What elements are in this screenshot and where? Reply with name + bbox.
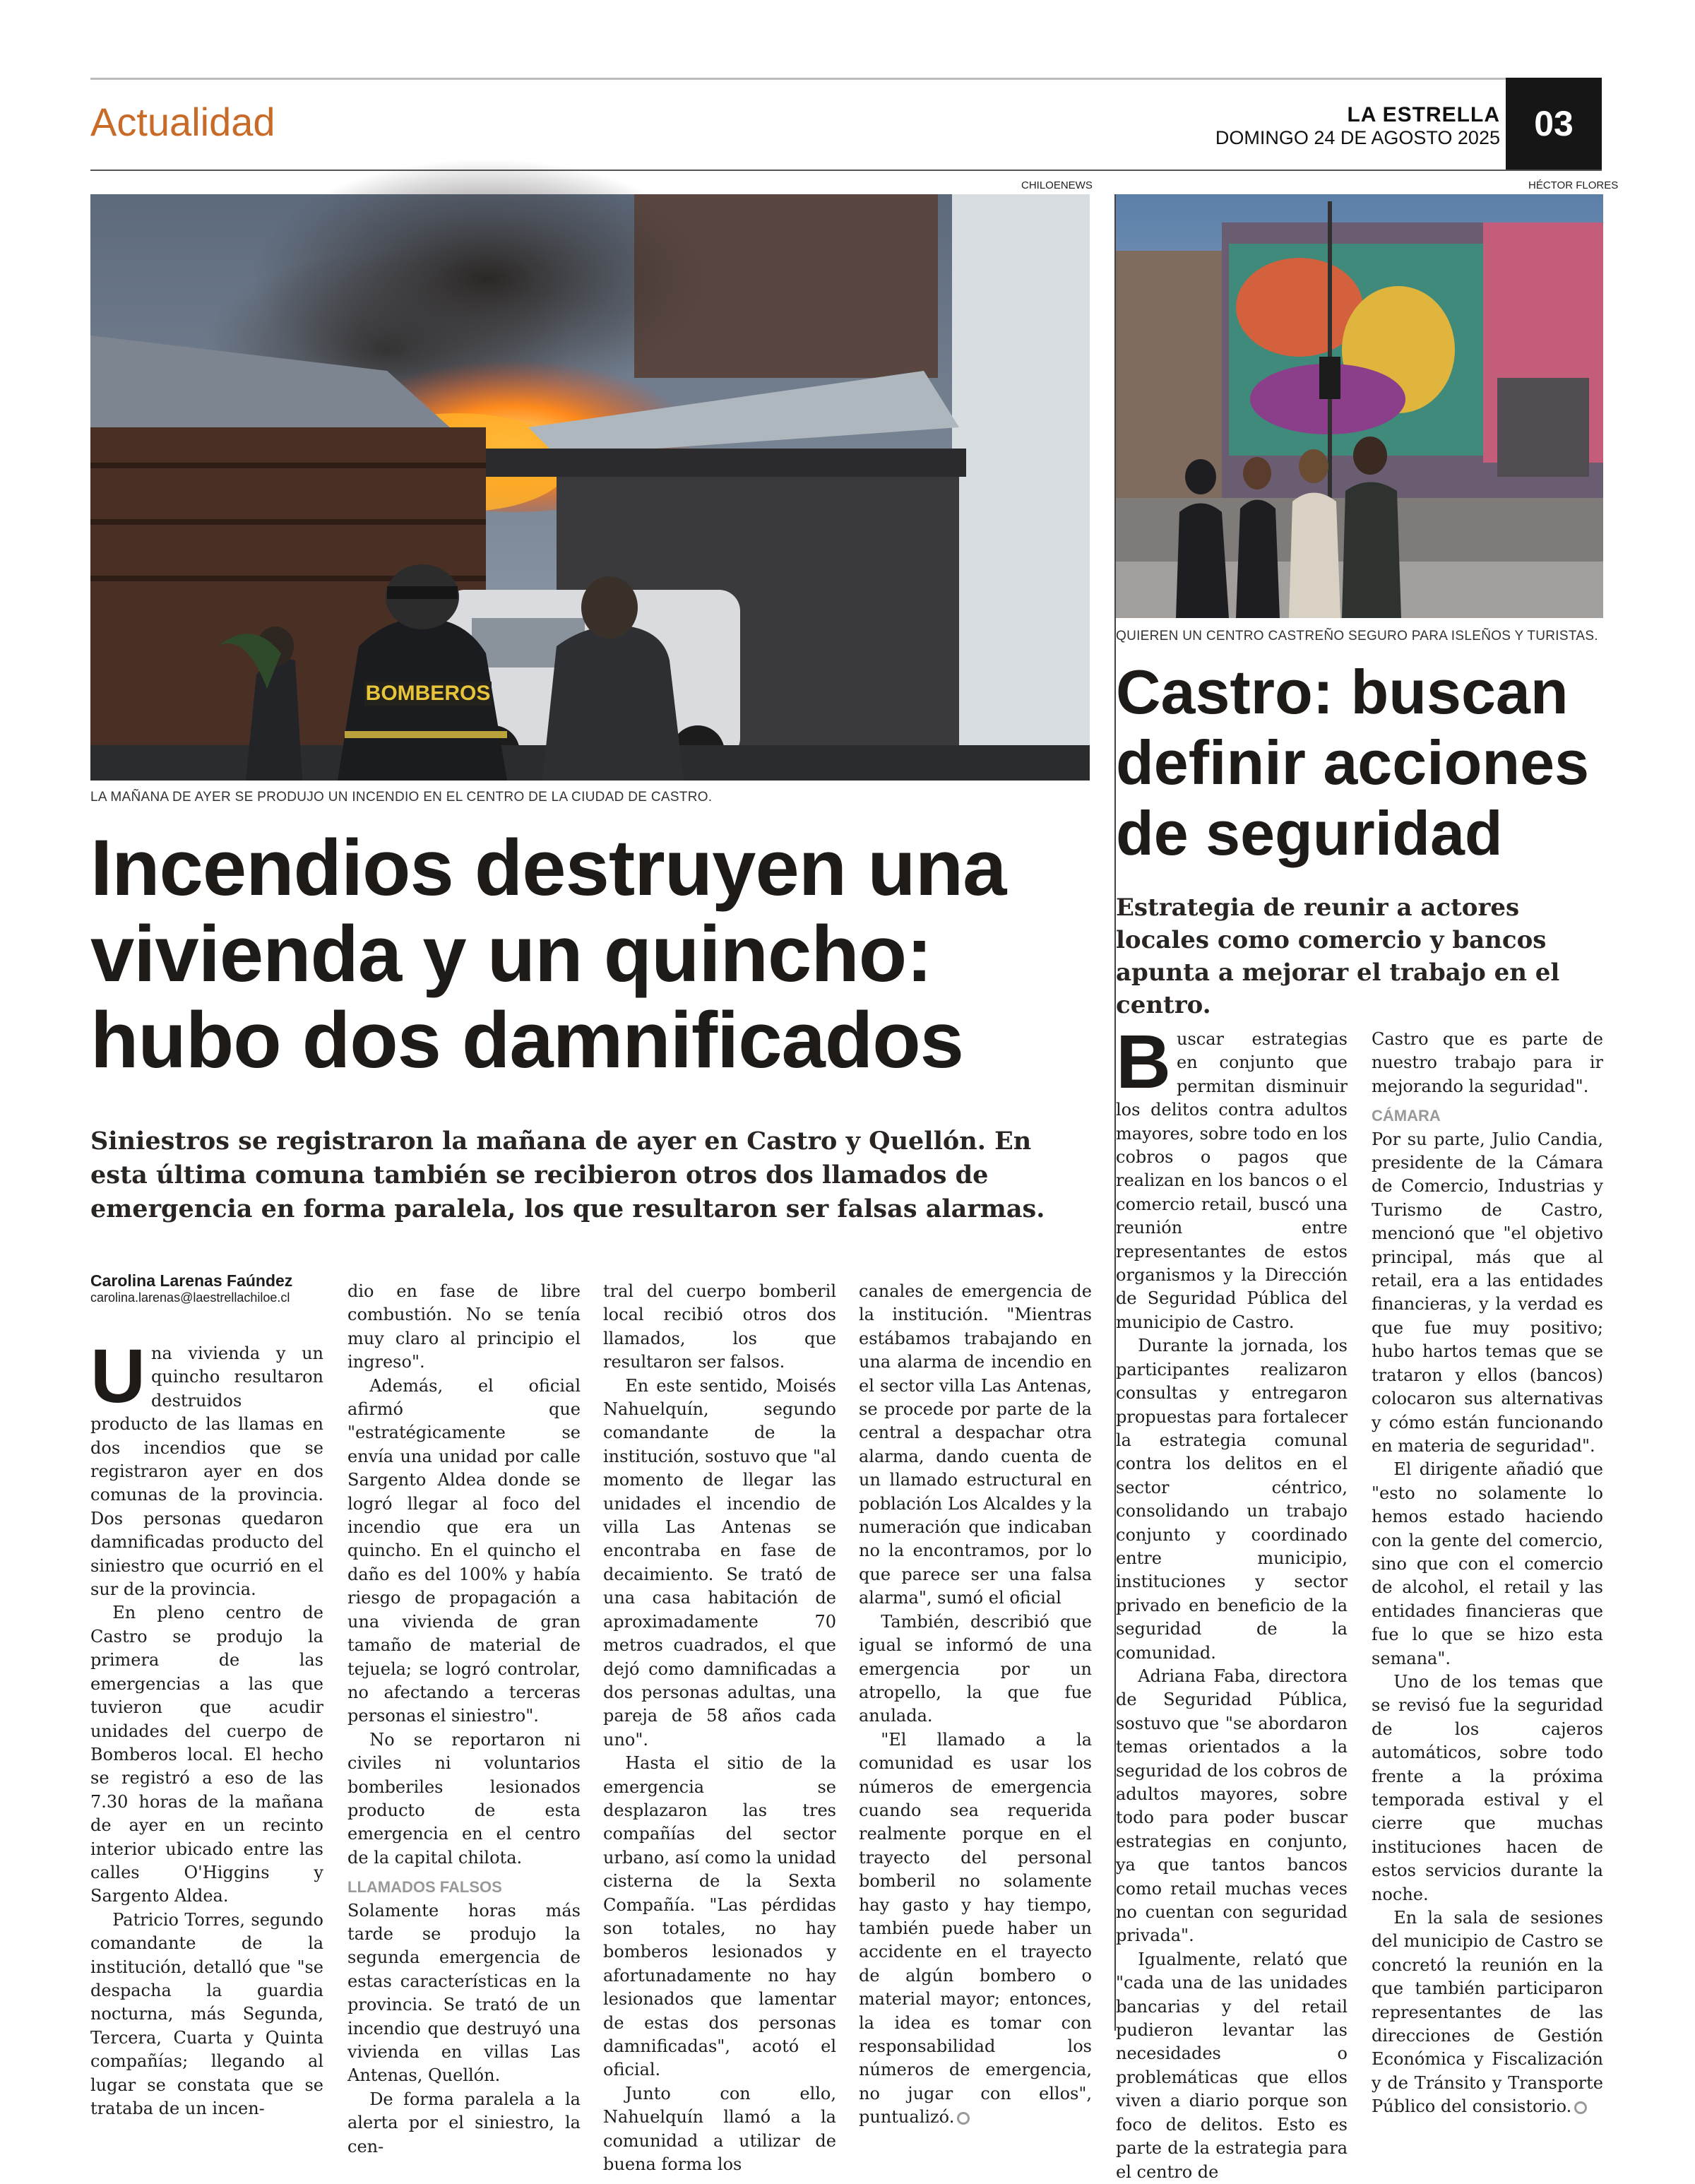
street-photo-illustration [1116,194,1603,618]
newspaper-name: LA ESTRELLA [1347,103,1500,126]
dropcap-u: U [90,1333,145,1418]
masthead [1215,103,1500,149]
header-top-rule [90,78,1602,80]
paragraph: Por su parte, Julio Candia, presidente de la Cámara de Comercio, Industrias y Turismo de Castro, mencionó que "el objetivo principal, más que al retail, era a las entidades financieras, y la verdad es que fue muy positivo; hubo hartos temas que se trataron y ellos (bancos) colocaron sus alternativas y cómo están funcionando en materia de seguridad". [1372,1129,1603,1456]
subhead-camara: CÁMARA [1372,1107,1441,1125]
paragraph: tral del cuerpo bomberil local recibió otros dos llamados, los que resultaron ser falsos. [603,1281,836,1372]
second-deck: Estrategia de reunir a actores locales como comercio y bancos apunta a mejorar el trabajo en el centro. [1116,894,1560,1019]
paragraph: Igualmente, relató que "cada una de las unidades bancarias y del retail pudieron levantar las necesidades o problemáticas que ellos viven a diario porque son foco de delitos. Esto es parte de la estrategia para el centro de [1116,1949,1348,2182]
paragraph: En pleno centro de Castro se produjo la primera de las emergencias a las que tuvieron que acudir unidades del cuerpo de Bomberos local. El hecho se registró a eso de las 7.30 horas de la mañana de ayer en un recinto interior ubicado entre las calles O'Higgins y Sargento Aldea. [90,1603,323,1906]
story1-column-3 [603,1280,836,2176]
paragraph: uscar estrategias en conjunto que permitan disminuir los delitos contra adultos mayores, sobre todo en los cobros o pagos que realizan en los bancos o el comercio retail, buscó una reunión entre representantes de estos organismos y la Dirección de Seguridad Pública del municipio de Castro. [1116,1029,1348,1332]
fire-photo-illustration [90,194,1090,781]
author-name: Carolina Larenas Faúndez [90,1271,293,1290]
photo-credit-2: HÉCTOR FLORES [1528,179,1619,191]
paragraph: Durante la jornada, los participantes realizaron consultas y entregaron propuestas para fortalecer la estrategia comunal contra los delitos en el sector céntrico, consolidando un trabajo conjunto y coordinado entre municipio, instituciones y sector privado en beneficio de la seguridad de la comunidad. [1116,1336,1348,1663]
story2-column-1 [1116,1019,1348,2184]
bomberos-label: BOMBEROS [365,682,491,705]
story1-column-2 [347,1280,581,2159]
paragraph: dio en fase de libre combustión. No se tenía muy claro al principio el ingreso". [347,1281,581,1372]
paragraph: Además, el oficial afirmó que "estratégicamente se envía una unidad por calle Sargento Aldea donde se logró llegar al foco del incendio que era un quincho. En el quincho el daño es del 100% y había riesgo de propagación a una vivienda de gran tamaño de material de tejuela; se logró controlar, no afectando a terceras personas el siniestro". [347,1375,581,1726]
paragraph: Adriana Faba, directora de Seguridad Pública, sostuvo que "se abordaron temas orientados a la seguridad de los cobros de adultos mayores, sobre todo para poder buscar estrategias en conjunto, ya que tantos bancos como retail muchas veces no cuentan con seguridad privada". [1116,1666,1348,1946]
paragraph: También, describió que igual se informó de una emergencia por un atropello, la que fue anulada. [859,1611,1092,1726]
author-email: carolina.larenas@laestrellachiloe.cl [90,1290,290,1305]
end-mark-icon [957,2112,970,2125]
paragraph: Uno de los temas que se revisó fue la seguridad de los cajeros automáticos, sobre todo frente a la próxima temporada estival y el cierre que muchas instituciones hacen de estos servicios durante la noche. [1372,1671,1603,1904]
byline [90,1271,323,1305]
paragraph: Solamente horas más tarde se produjo la segunda emergencia de estas características en la provincia. Se trató de un incendio que destruyó una vivienda en villas Las Antenas, Quellón. [347,1900,581,2086]
fire-photo [90,194,1090,781]
second-headline: Castro: buscan definir acciones de seguridad [1116,657,1590,868]
header-bottom-rule [90,170,1602,171]
photo-caption-1: LA MAÑANA DE AYER SE PRODUJO UN INCENDIO EN EL CENTRO DE LA CIUDAD DE CASTRO. [90,790,713,805]
paragraph: Patricio Torres, segundo comandante de la institución, detalló que "se despacha la guardia nocturna, más Segunda, Tercera, Cuarta y Quinta compañías; llegando al lugar se constata que se trataba de un incen- [90,1909,323,2118]
subhead-llamados-falsos: LLAMADOS FALSOS [347,1878,502,1897]
main-headline: Incendios destruyen una vivienda y un quincho: hubo dos damnificados [90,824,1006,1084]
dropcap-b: B [1116,1019,1171,1104]
paragraph: na vivienda y un quincho resultaron destruidos producto de las llamas en dos incendios que se registraron ayer en dos comunas de la provincia. Dos personas quedaron damnificadas producto del siniestro que ocurrió en el sur de la provincia. [90,1343,323,1600]
main-deck: Siniestros se registraron la mañana de ayer en Castro y Quellón. En esta última comuna también se recibieron otros dos llamados de emergencia en forma paralela, los que resultaron ser falsas alarmas. [90,1127,1045,1223]
street-photo [1116,194,1603,618]
story2-column-2 [1372,1028,1603,2119]
paragraph: El dirigente añadió que "esto no solamente lo hemos estado haciendo con la gente del comercio, sino que con el comercio de alcohol, el retail y las entidades financieras que fue lo que se hizo esta semana". [1372,1459,1603,1668]
paragraph: Junto con ello, Nahuelquín llamó a la comunidad a utilizar de buena forma los [603,2083,836,2175]
end-mark-icon [1574,2101,1587,2114]
issue-date: DOMINGO 24 DE AGOSTO 2025 [1215,127,1500,148]
paragraph: "El llamado a la comunidad es usar los números de emergencia cuando sea requerida realmente porque en el trayecto del personal bomberil no solamente hay gasto y hay tiempo, también puede haber un accidente en el trayecto de algún bombero o material mayor; entonces, la idea es tomar con responsabilidad los números de emergencia, no jugar con ellos", puntualizó. [859,1729,1092,2127]
story1-column-1 [90,1333,323,2120]
story1-column-4 [859,1280,1092,2130]
paragraph: canales de emergencia de la institución. "Mientras estábamos trabajando en una alarma de incendio en el sector villa Las Antenas, se procede por parte de la central a despachar otra alarma, dando cuenta de un llamado estructural en población Los Alcaldes y la numeración que indicaban no la encontramos, por lo que parece ser una falsa alarma", sumó el oficial [859,1281,1092,1608]
section-title: Actualidad [90,100,275,144]
paragraph: No se reportaron ni civiles ni voluntarios bomberiles lesionados producto de esta emergencia en el centro de la capital chilota. [347,1729,581,1868]
paragraph: En la sala de sesiones del municipio de Castro se concretó la reunión en la que también participaron representantes de las direcciones de Gestión Económica y Fiscalización y de Tránsito y Transporte Público del consistorio. [1372,1908,1603,2117]
paragraph: En este sentido, Moisés Nahuelquín, segundo comandante de la institución, sostuvo que "al momento de llegar las unidades el incendio de villa Las Antenas se encontraba en fase de decaimiento. Se trató de una casa habitación de aproximadamente 70 metros cuadrados, el que dejó como damnificadas a dos personas adultas, una pareja de 58 años cada uno". [603,1375,836,1750]
photo-caption-2: QUIEREN UN CENTRO CASTREÑO SEGURO PARA ISLEÑOS Y TURISTAS. [1116,629,1598,643]
photo-credit-1: CHILOENEWS [1021,179,1093,191]
page-number: 03 [1506,78,1602,170]
paragraph: De forma paralela a la alerta por el siniestro, la cen- [347,2089,581,2156]
paragraph: Hasta el sitio de la emergencia se desplazaron las tres compañías del sector urbano, así como la unidad cisterna de la Sexta Compañía. "Las pérdidas son totales, no hay bomberos lesionados y afortunadamente no hay lesionados que lamentar de estas dos personas damnificadas", acotó el oficial. [603,1753,836,2080]
paragraph: Castro que es parte de nuestro trabajo para ir mejorando la seguridad". [1372,1029,1603,1096]
